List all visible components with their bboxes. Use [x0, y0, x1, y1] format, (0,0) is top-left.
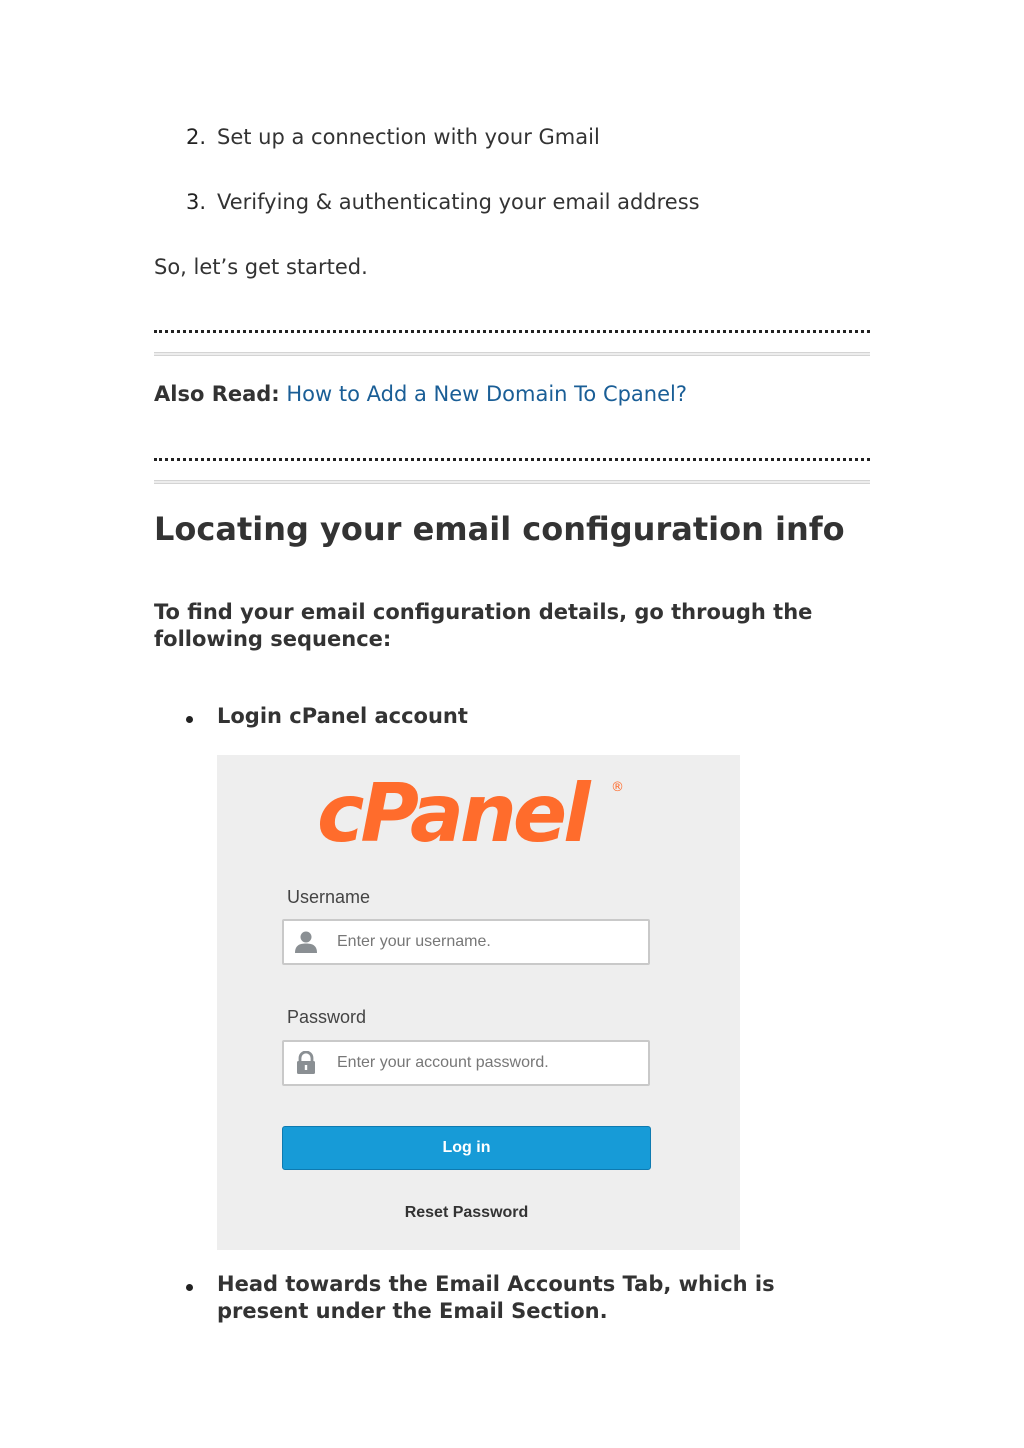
also-read-link[interactable]: How to Add a New Domain To Cpanel? [286, 382, 688, 406]
login-button[interactable]: Log in [282, 1126, 651, 1170]
intro-paragraph: So, let’s get started. [154, 255, 368, 279]
bullet-item: Head towards the Email Accounts Tab, which is present under the Email Section. [217, 1272, 775, 1323]
cpanel-logo-text: cPanel [317, 767, 587, 847]
also-read-label: Also Read: [154, 382, 280, 406]
horizontal-rule [154, 352, 870, 356]
dotted-divider [154, 458, 870, 461]
bullet-item: Login cPanel account [217, 704, 468, 728]
user-icon [294, 930, 318, 954]
username-label: Username [287, 887, 371, 907]
reset-password-link[interactable]: Reset Password [404, 1204, 529, 1221]
password-placeholder: Enter your account password. [337, 1054, 549, 1071]
username-field[interactable] [282, 919, 650, 965]
list-item-text: Set up a connection with your Gmail [217, 125, 600, 149]
list-item-text: Verifying & authenticating your email address [217, 190, 700, 214]
section-subheading: To find your email configuration details, go through the following sequence: [154, 600, 813, 651]
password-label: Password [287, 1007, 367, 1027]
list-number: 2. [186, 125, 207, 149]
lock-icon [294, 1051, 318, 1075]
also-read [154, 382, 687, 406]
list-number: 3. [186, 190, 207, 214]
horizontal-rule [154, 480, 870, 484]
password-field[interactable] [282, 1040, 650, 1086]
username-placeholder: Enter your username. [337, 933, 491, 950]
bullet-icon [186, 716, 193, 723]
section-heading: Locating your email configuration info [154, 510, 845, 548]
cpanel-logo [317, 767, 627, 847]
bullet-icon [186, 1284, 193, 1291]
cpanel-login-screenshot [217, 755, 740, 1250]
dotted-divider [154, 330, 870, 333]
registered-mark: ® [611, 780, 624, 795]
